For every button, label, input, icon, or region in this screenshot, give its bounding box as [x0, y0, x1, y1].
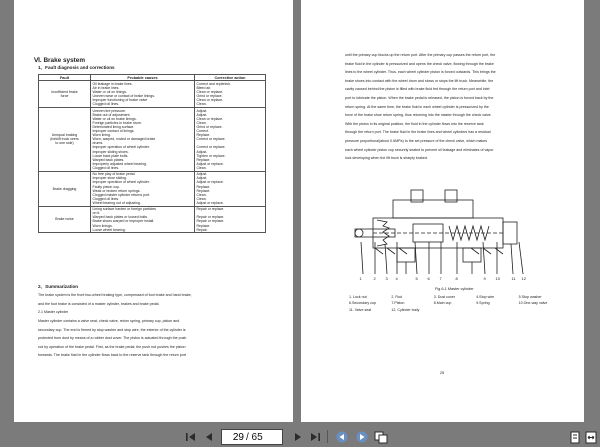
actions-line: Bleed air.: [196, 85, 212, 90]
legend-item: 1. Lock nut: [349, 295, 367, 299]
fault-line: force: [60, 94, 69, 99]
causes-line: Improper functioning of brake valve: [92, 98, 148, 103]
table-cell-actions: [195, 81, 266, 108]
causes-line: Uneven tire pressure.: [92, 108, 126, 113]
causes-line: Warped back plates.: [92, 157, 125, 162]
fault-table-body: [39, 81, 266, 233]
actions-line: Clean or replace.: [196, 116, 224, 121]
actions-line: Replace.: [196, 157, 211, 162]
actions-line: Tighten or replace.: [196, 153, 226, 158]
forward-arrow-icon: [355, 431, 369, 443]
master-cylinder-paragraph: [38, 317, 283, 360]
figure-number-label: 1: [359, 276, 362, 281]
actions-line: Grind or replace.: [196, 94, 223, 99]
paragraph-line: cavity caused behind the piston is filled with brake fluid fed through the return port and inlet: [345, 87, 490, 92]
causes-line: Wheel bearing out of adjusting.: [92, 200, 141, 205]
legend-item: 5.Stop washer: [518, 295, 542, 299]
actions-line: Repair or replace.: [196, 207, 225, 212]
paragraph-line: each wheel cylinder piston cup securely seated to prevent oil leakage and eliminates of vapor: [345, 147, 494, 152]
two-page-view-button[interactable]: [373, 429, 389, 445]
causes-line: Foreign particles in brake drum.: [92, 120, 142, 125]
header-action: Corrective action: [195, 75, 266, 81]
actions-line: Clean.: [196, 165, 207, 170]
table-row: [39, 171, 266, 206]
causes-line: Clogged oil lines.: [92, 196, 120, 201]
table-cell-actions: [195, 206, 266, 233]
toolbar-separator: [327, 430, 328, 443]
left-page: [14, 0, 293, 422]
legend-item: 10.One-way valve: [518, 301, 548, 306]
table-cell-actions: [195, 171, 266, 206]
table-cell-causes: [91, 81, 195, 108]
two-page-icon: [374, 431, 388, 444]
figure-number-label: 3: [385, 276, 388, 281]
actions-line: Adjust.: [196, 176, 208, 181]
actions-line: Adjust or replace.: [196, 180, 224, 185]
actions-line: Replace.: [196, 223, 211, 228]
actions-line: Adjust.: [196, 172, 208, 177]
figure-number-label: 4: [395, 276, 398, 281]
fit-width-icon: [585, 431, 597, 444]
back-arrow-icon: [335, 431, 349, 443]
fault-line: to one side): [55, 141, 74, 146]
causes-line: drums.: [92, 141, 104, 146]
paragraph-line: brake fluid in the cylinder is pressurized and opens the check valve, flowing through the brake: [345, 61, 494, 66]
first-page-button[interactable]: [183, 429, 199, 445]
legend-item: 3. Dust cover: [433, 295, 455, 299]
causes-line: Faulty piston cup.: [92, 184, 120, 189]
actions-line: Adjust.: [196, 112, 208, 117]
actions-line: Grind or replace.: [196, 125, 223, 129]
causes-line: Worn, warped, rusted or damaged brake: [92, 137, 156, 142]
master-cylinder-line: Master cylinder contains a valve seat, check valve, return spring, primary cup, piston and: [38, 319, 180, 323]
causes-line: Improper operation of wheel cylinder.: [92, 180, 150, 185]
causes-line: Improper sliding shoes.: [92, 149, 129, 154]
summary-line: The brake system is the front two-wheel braking type, compressed of foot brake and hand brake,: [38, 293, 192, 297]
total-pages: / 65: [246, 431, 263, 443]
actions-line: Clean.: [196, 196, 207, 201]
table-cell-fault: [39, 108, 91, 172]
actions-line: Adjust.: [196, 108, 208, 113]
subsection-master-cylinder: 2.1 Master cylinder: [38, 310, 69, 314]
table-cell-fault: [39, 81, 91, 108]
causes-line: Weak or broken return springs.: [92, 188, 141, 193]
master-cylinder-line: rod by operation of the brake pedal. First, as the brake pedal, the push rod pushes the piston: [38, 344, 186, 349]
actions-line: Replace.: [196, 184, 211, 189]
causes-line: Worn lining.: [92, 133, 111, 138]
paragraph-line: lock developing when the lift truck is sharply braked.: [345, 156, 428, 161]
fault-line: Brake noise: [55, 217, 74, 222]
causes-line: Lining surface harden or foreign particles: [92, 207, 156, 212]
figure-legend: [349, 295, 561, 312]
causes-line: Loose back plate bolts.: [92, 153, 129, 158]
fault-line: Brake dragging: [52, 186, 77, 191]
subsection-fault-diagnosis: 1、Fault diagnosis and corrections: [38, 65, 115, 70]
first-page-icon: [185, 431, 197, 443]
legend-item: 8.Main cup: [433, 301, 452, 306]
previous-page-button[interactable]: [201, 429, 217, 445]
last-page-button[interactable]: [307, 429, 323, 445]
paragraph-line: port to lubricate the piston. When the brake pedal is released, the piston is forced back by the: [345, 95, 494, 100]
table-cell-causes: [91, 206, 195, 233]
causes-line: Improper operation of wheel cylinder.: [92, 145, 150, 150]
single-page-view-button[interactable]: [567, 429, 583, 445]
single-page-icon: [569, 431, 581, 444]
master-cylinder-line: protected from dust by means of a rubber dust cover. The piston is actuated through the push: [38, 336, 187, 341]
master-cylinder-line: forwards. The brake fluid in the cylinder flows back to the reserve tank through the return port: [38, 353, 186, 358]
causes-line: Warped back plates or loosed bolts.: [92, 215, 149, 220]
fault-table: [38, 74, 266, 233]
causes-line: Water or oil on brake linings.: [92, 116, 137, 121]
actions-line: Adjust or replace.: [196, 200, 224, 205]
actions-line: Repair or replace.: [196, 219, 225, 224]
figure-number-label: 9: [483, 276, 486, 281]
causes-line: Uneven wear or contact of brake linings.: [92, 94, 155, 99]
legend-item: 4.Stop wire: [476, 295, 495, 299]
causes-line: Improper shoe sliding.: [92, 176, 127, 181]
paragraph-line: until the primary cup blocks up the return port. After the primary cup passes the return port, the: [345, 53, 496, 57]
header-fault: Fault: [39, 75, 91, 81]
legend-item: [519, 308, 561, 312]
table-row: [39, 108, 266, 172]
right-page: [301, 0, 584, 422]
causes-line: Deteriorated lining surface.: [92, 125, 135, 129]
paragraph-line: through the return port. The brake fluid in the brake lines and wheel cylinders has a residual: [345, 130, 491, 135]
figure-number-label: 2: [373, 276, 376, 281]
paragraph-line: pressure proportional(about 0.6MPa) to the set pressure of the check valve, which makes: [345, 138, 488, 143]
paragraph-line: return spring. At the same time, the brake fluid in each wheel cylinder is pressurized by the: [345, 104, 489, 109]
causes-line: Improperly adjusted wheel bearing.: [92, 161, 147, 166]
table-row: [39, 81, 266, 108]
forward-view-button[interactable]: [354, 429, 370, 445]
table-cell-actions: [195, 108, 266, 172]
legend-item: 2. Rod: [391, 295, 402, 299]
paragraph-line: force of the brake shoe return spring, thus returning into the master through the check valve.: [345, 113, 492, 118]
causes-line: Worn linings.: [92, 223, 113, 228]
legend-item: [434, 308, 476, 312]
current-page-input[interactable]: [222, 432, 246, 443]
figure-number-label: 10: [495, 276, 500, 281]
legend-item: [476, 308, 518, 312]
actions-line: Clean or replace.: [196, 90, 224, 95]
paragraph-line: brake shoes into contact with the wheel drum and slows or stops the lift truck. Meanwhile, the: [345, 78, 494, 83]
fit-width-button[interactable]: [583, 429, 599, 445]
actions-line: Clean.: [196, 102, 207, 107]
subsection-summarization: 2、Summarization: [38, 284, 79, 289]
page-number: 25: [440, 371, 445, 375]
legend-item: 6.Secondary cup: [349, 301, 376, 306]
legend-item: 12. Cylinder body: [391, 307, 420, 312]
causes-line: Brake out of adjustment.: [92, 112, 131, 117]
actions-line: Adjust.: [196, 149, 208, 154]
back-view-button[interactable]: [334, 429, 350, 445]
figure-number-label: 11: [511, 276, 516, 281]
right-paragraph: [345, 51, 565, 163]
table-cell-causes: [91, 171, 195, 206]
actions-line: Clean.: [196, 192, 207, 197]
causes-line: on it.: [92, 211, 101, 216]
legend-item: 9.Spring: [476, 301, 490, 306]
causes-line: Clogged oil lines.: [92, 165, 120, 170]
actions-line: Clean.: [196, 120, 207, 125]
header-causes: Probable causes: [91, 75, 195, 81]
table-cell-fault: [39, 171, 91, 206]
master-cylinder-figure: [353, 182, 528, 284]
legend-item: 7.Piston: [391, 301, 405, 306]
page-number-box: [221, 429, 283, 445]
last-page-icon: [309, 431, 321, 443]
actions-line: Replace.: [196, 188, 211, 193]
actions-line: Correct.: [196, 129, 209, 134]
master-cylinder-line: secondary cup. The end is firmed by stop washer and stop wire, the exterior of the cylinder is: [38, 327, 186, 332]
causes-line: Clogged master cylinder returns port.: [92, 192, 151, 197]
causes-line: Brake shoes warped or improper install.: [92, 219, 155, 224]
causes-line: No free play of brake pedal.: [92, 172, 136, 177]
fault-line: Unequal braking: [51, 133, 78, 138]
summary-line: and the foot brake is consisted of a master cylinder, brakes and brake pedal.: [38, 301, 160, 306]
causes-line: Improper contact of linings.: [92, 129, 135, 134]
section-title: Ⅵ. Brake system: [34, 57, 86, 64]
table-row: [39, 206, 266, 233]
summary-paragraph: [38, 291, 278, 308]
legend-item: 11. Valve seat: [349, 307, 372, 312]
previous-page-icon: [203, 431, 215, 443]
causes-line: Clogged oil lines.: [92, 102, 120, 107]
actions-line: Correct or replace.: [196, 137, 226, 142]
next-page-button[interactable]: [290, 429, 306, 445]
causes-line: Oil leakage in brake lines.: [92, 81, 133, 86]
causes-line: Loose wheel bearing.: [92, 227, 126, 232]
next-page-icon: [292, 431, 304, 443]
fault-line: (forklift truck veers: [50, 137, 79, 142]
figure-number-label: 12: [521, 276, 526, 281]
actions-line: Repair or replace.: [196, 215, 225, 220]
table-cell-fault: [39, 206, 91, 233]
figure-number-label: 6: [427, 276, 430, 281]
fault-line: Insufficient brake: [51, 90, 78, 95]
causes-line: Air in brake lines.: [92, 85, 120, 90]
actions-line: Correct or replace.: [196, 145, 226, 150]
paragraph-line: With the piston in its original position, the fluid in the cylinder flows into the reserve tank: [345, 121, 484, 126]
figure-caption: Fig.6-1 Master cylinder: [435, 287, 474, 291]
actions-line: Repair.: [196, 227, 208, 232]
figure-number-label: 7: [439, 276, 442, 281]
causes-line: Water or oil on linings.: [92, 90, 127, 95]
actions-line: Clean or replace.: [196, 98, 224, 103]
figure-number-label: 5: [415, 276, 418, 281]
actions-line: Correct and replenish.: [196, 81, 231, 86]
actions-line: Adjust or replace.: [196, 161, 224, 166]
paragraph-line: lines to the wheel cylinder. Thus, each wheel cylinder piston is forced outwards. This brings the: [345, 70, 496, 75]
actions-line: Replace.: [196, 133, 211, 138]
figure-number-label: 8: [455, 276, 458, 281]
table-cell-causes: [91, 108, 195, 172]
